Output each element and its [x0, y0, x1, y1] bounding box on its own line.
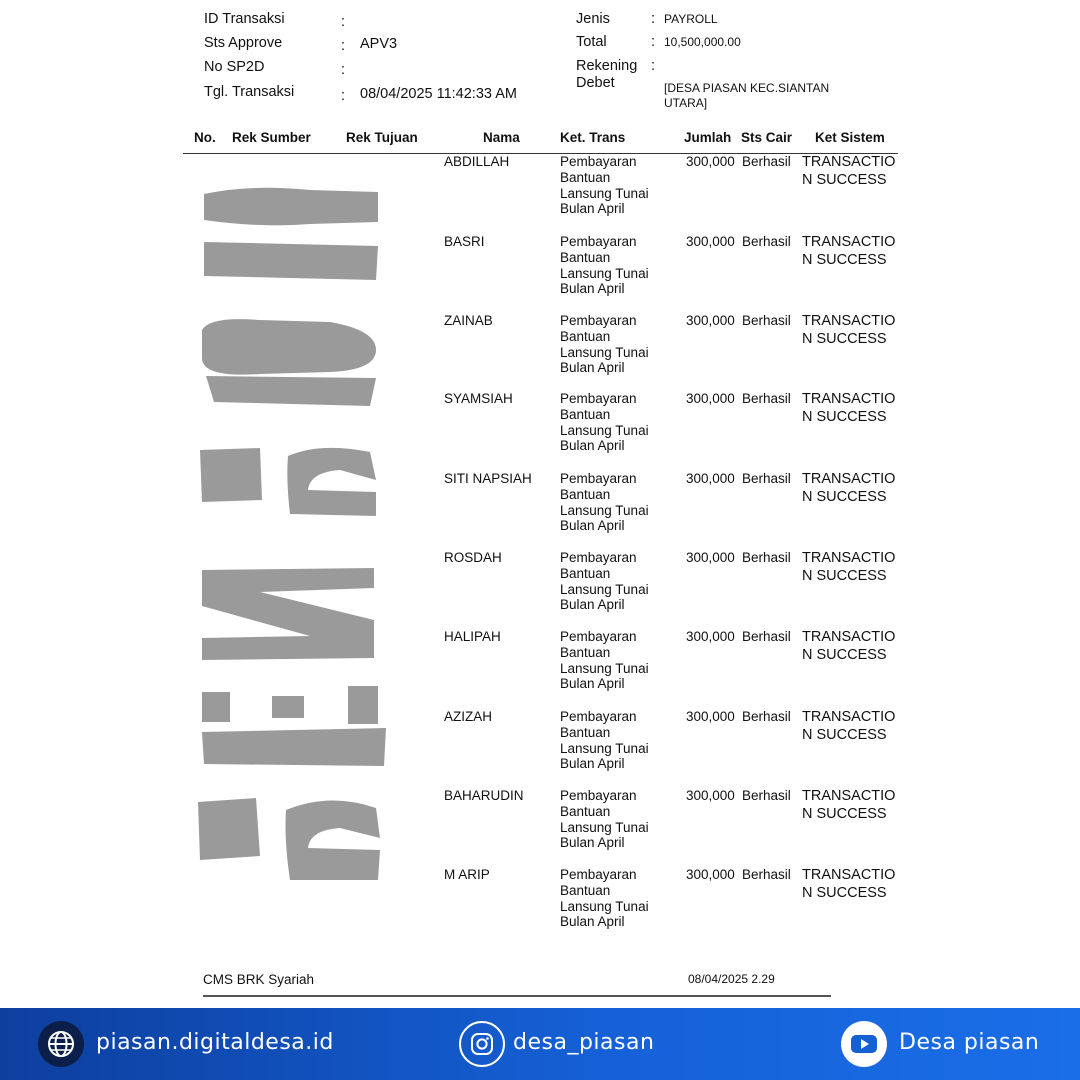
- row-nama: ABDILLAH: [444, 154, 510, 169]
- jenis-value: PAYROLL: [664, 12, 718, 26]
- doc-footer-timestamp: 08/04/2025 2.29: [688, 972, 775, 986]
- doc-footer-source: CMS BRK Syariah: [203, 972, 315, 987]
- row-ket-sistem: TRANSACTION SUCCESS: [802, 788, 896, 822]
- colon: :: [651, 34, 656, 50]
- col-ket-trans: Ket. Trans: [560, 130, 626, 145]
- id-transaksi-label: ID Transaksi: [204, 11, 285, 27]
- colon: :: [341, 88, 346, 104]
- instagram-icon[interactable]: [459, 1021, 505, 1067]
- table-row: [0, 788, 1080, 867]
- youtube-icon[interactable]: [841, 1021, 887, 1067]
- row-jumlah: 300,000: [686, 550, 735, 565]
- row-nama: ZAINAB: [444, 313, 493, 328]
- row-ket-trans: Pembayaran Bantuan Lansung Tunai Bulan April: [560, 391, 649, 454]
- row-ket-sistem: TRANSACTION SUCCESS: [802, 629, 896, 663]
- col-rek-tujuan: Rek Tujuan: [346, 130, 418, 145]
- row-sts-cair: Berhasil: [742, 550, 791, 565]
- globe-icon[interactable]: [38, 1021, 84, 1067]
- table-row: [0, 867, 1080, 946]
- colon: :: [651, 11, 656, 27]
- row-ket-trans: Pembayaran Bantuan Lansung Tunai Bulan April: [560, 867, 649, 930]
- row-nama: SYAMSIAH: [444, 391, 513, 406]
- row-sts-cair: Berhasil: [742, 154, 791, 169]
- row-sts-cair: Berhasil: [742, 788, 791, 803]
- row-sts-cair: Berhasil: [742, 629, 791, 644]
- no-sp2d-label: No SP2D: [204, 59, 265, 75]
- row-jumlah: 300,000: [686, 471, 735, 486]
- youtube-channel[interactable]: Desa piasan: [899, 1030, 1040, 1055]
- row-ket-trans: Pembayaran Bantuan Lansung Tunai Bulan April: [560, 709, 649, 772]
- debet-label: Debet: [576, 75, 615, 91]
- row-ket-trans: Pembayaran Bantuan Lansung Tunai Bulan April: [560, 629, 649, 692]
- row-nama: BAHARUDIN: [444, 788, 524, 803]
- row-sts-cair: Berhasil: [742, 234, 791, 249]
- row-ket-trans: Pembayaran Bantuan Lansung Tunai Bulan April: [560, 471, 649, 534]
- col-nama: Nama: [483, 130, 520, 145]
- rekening-value-line1: [DESA PIASAN KEC.SIANTAN: [664, 81, 830, 95]
- colon: :: [341, 62, 346, 78]
- col-jumlah: Jumlah: [684, 130, 732, 145]
- table-row: [0, 629, 1080, 708]
- row-ket-sistem: TRANSACTION SUCCESS: [802, 234, 896, 268]
- table-row: [0, 391, 1080, 470]
- colon: :: [651, 58, 656, 74]
- doc-footer-divider: [203, 995, 831, 997]
- col-sts-cair: Sts Cair: [741, 130, 793, 145]
- col-ket-sistem: Ket Sistem: [815, 130, 885, 145]
- table-row: [0, 550, 1080, 629]
- row-ket-trans: Pembayaran Bantuan Lansung Tunai Bulan April: [560, 788, 649, 851]
- row-ket-trans: Pembayaran Bantuan Lansung Tunai Bulan April: [560, 154, 649, 217]
- sts-approve-value: APV3: [360, 36, 398, 52]
- sts-approve-label: Sts Approve: [204, 35, 283, 51]
- colon: :: [341, 38, 346, 54]
- table-row: [0, 154, 1080, 233]
- row-sts-cair: Berhasil: [742, 709, 791, 724]
- col-no: No.: [194, 130, 216, 145]
- row-ket-sistem: TRANSACTION SUCCESS: [802, 867, 896, 901]
- row-jumlah: 300,000: [686, 867, 735, 882]
- col-rek-sumber: Rek Sumber: [232, 130, 311, 145]
- row-nama: BASRI: [444, 234, 485, 249]
- total-label: Total: [576, 34, 607, 50]
- rekening-value-line2: UTARA]: [664, 96, 708, 110]
- social-banner: [0, 1008, 1080, 1080]
- row-nama: AZIZAH: [444, 709, 493, 724]
- total-value: 10,500,000.00: [664, 35, 741, 49]
- row-sts-cair: Berhasil: [742, 313, 791, 328]
- row-sts-cair: Berhasil: [742, 391, 791, 406]
- row-ket-trans: Pembayaran Bantuan Lansung Tunai Bulan April: [560, 550, 649, 613]
- instagram-handle[interactable]: desa_piasan: [513, 1030, 655, 1055]
- row-ket-sistem: TRANSACTION SUCCESS: [802, 709, 896, 743]
- row-nama: HALIPAH: [444, 629, 501, 644]
- table-row: [0, 234, 1080, 313]
- row-ket-trans: Pembayaran Bantuan Lansung Tunai Bulan April: [560, 313, 649, 376]
- row-jumlah: 300,000: [686, 709, 735, 724]
- row-jumlah: 300,000: [686, 154, 735, 169]
- row-nama: ROSDAH: [444, 550, 502, 565]
- table-row: [0, 313, 1080, 392]
- row-jumlah: 300,000: [686, 629, 735, 644]
- row-ket-trans: Pembayaran Bantuan Lansung Tunai Bulan April: [560, 234, 649, 297]
- tgl-transaksi-label: Tgl. Transaksi: [204, 84, 295, 100]
- row-ket-sistem: TRANSACTION SUCCESS: [802, 471, 896, 505]
- table-row: [0, 471, 1080, 550]
- row-ket-sistem: TRANSACTION SUCCESS: [802, 154, 896, 188]
- row-jumlah: 300,000: [686, 391, 735, 406]
- row-ket-sistem: TRANSACTION SUCCESS: [802, 391, 896, 425]
- tgl-transaksi-value: 08/04/2025 11:42:33 AM: [360, 86, 517, 102]
- rekening-label: Rekening: [576, 58, 638, 74]
- row-jumlah: 300,000: [686, 313, 735, 328]
- row-sts-cair: Berhasil: [742, 471, 791, 486]
- row-jumlah: 300,000: [686, 234, 735, 249]
- row-jumlah: 300,000: [686, 788, 735, 803]
- website-link[interactable]: piasan.digitaldesa.id: [96, 1030, 334, 1055]
- row-ket-sistem: TRANSACTION SUCCESS: [802, 550, 896, 584]
- table-row: [0, 709, 1080, 788]
- jenis-label: Jenis: [576, 11, 610, 27]
- colon: :: [341, 14, 346, 30]
- row-nama: SITI NAPSIAH: [444, 471, 532, 486]
- row-ket-sistem: TRANSACTION SUCCESS: [802, 313, 896, 347]
- row-nama: M ARIP: [444, 867, 490, 882]
- row-sts-cair: Berhasil: [742, 867, 791, 882]
